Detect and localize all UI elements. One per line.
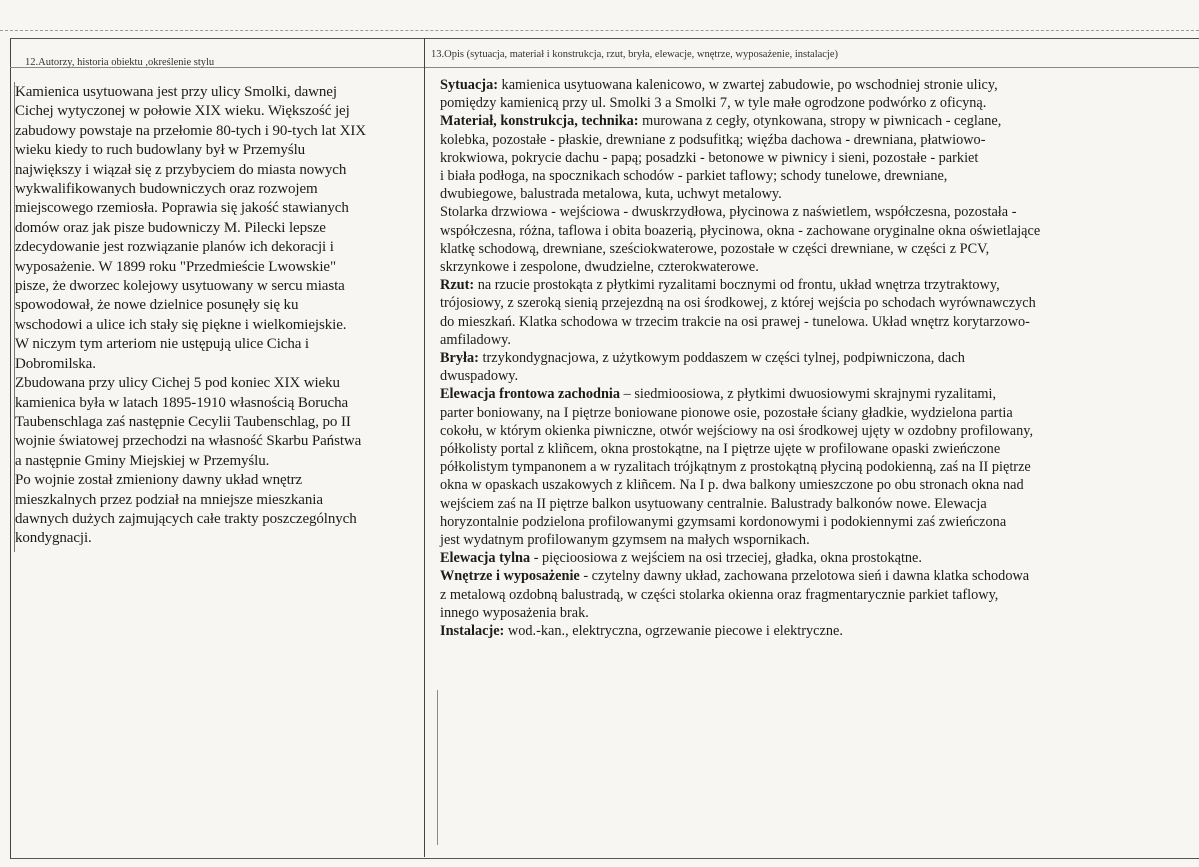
- description-line: [440, 149, 1194, 167]
- description-heading: Wnętrze i wyposażenie: [440, 568, 580, 585]
- description-line: [440, 440, 1194, 458]
- description-line: [440, 112, 1194, 130]
- description-body: dwuspadowy.: [440, 368, 519, 385]
- history-line: wykwalifikowanych budowniczych oraz rozwojem: [15, 181, 318, 198]
- description-body: trójosiowy, z szeroką sienią przejezdną na osi środkowej, z której wejścia po schodach wyrównawczych: [440, 295, 1036, 312]
- description-line: [440, 294, 1194, 312]
- description-body: pomiędzy kamienicą przy ul. Smolki 3 a Smolki 7, w tyle małe ogrodzone podwórko z oficyną.: [440, 95, 987, 112]
- description-body: kamienica usytuowana kalenicowo, w zwartej zabudowie, po wschodniej stronie ulicy,: [497, 77, 998, 93]
- description-line: [440, 567, 1194, 585]
- description-line: [440, 185, 1194, 203]
- history-line: kondygnacji.: [15, 530, 92, 547]
- top-dashed-rule: [0, 30, 1199, 31]
- description-line: [440, 94, 1194, 112]
- description-heading: Rzut:: [440, 277, 475, 294]
- description-body: współczesna, różna, taflowa i obita boazerią, płycinowa, okna - zachowane oryginalne okna oświetlające: [440, 222, 1041, 239]
- description-line: [440, 258, 1194, 276]
- description-body: wejściem zaś na II piętrze balkon usytuowany centralnie. Balustrady balkonów nowe. Elewacja: [440, 495, 987, 512]
- description-body: trzykondygnacjowa, z użytkowym poddaszem w części tylnej, podpiwniczona, dach: [478, 350, 965, 367]
- description-line: [440, 385, 1194, 403]
- description-line: [440, 76, 1194, 94]
- history-line: domów oraz jak pisze budowniczy M. Pilecki lepsze: [15, 219, 326, 236]
- description-body: horyzontalnie podzielona profilowanymi gzymsami kordonowymi i podokiennymi zaś zwieńczona: [440, 513, 1007, 530]
- history-line: zdecydowanie jest rozwiązanie planów ich dekoracji i: [15, 239, 334, 256]
- description-body: krokwiowa, pokrycie dachu - papą; posadzki - betonowe w piwnicy i sieni, pozostałe - parkiet: [440, 149, 979, 166]
- history-line: Cichej wytyczonej w połowie XIX wieku. Większość jej: [15, 103, 350, 120]
- description-heading: Materiał, konstrukcja, technika:: [440, 113, 639, 130]
- description-body: półkolisty portal z kliñcem, okna prostokątne, na I piętrze ujęte w profilowane opaski zwieńczone: [440, 441, 1001, 458]
- section-12-header: 12.Autorzy, historia obiektu ,określenie stylu: [25, 57, 215, 68]
- description-line: [440, 458, 1194, 476]
- description-line: [440, 222, 1194, 240]
- description-body: Stolarka drzwiowa - wejściowa - dwuskrzydłowa, płycinowa z naświetlem, współczesna, pozostała -: [440, 204, 1017, 221]
- description-line: [440, 349, 1194, 367]
- history-line: wojnie światowej przechodzi na własność Skarbu Państwa: [15, 433, 362, 450]
- description-heading: Sytuacja:: [440, 77, 498, 93]
- description-heading: Bryła:: [440, 350, 479, 367]
- description-line: [440, 476, 1194, 494]
- description-line: [440, 331, 1194, 349]
- description-line: [440, 404, 1194, 422]
- column-divider: [424, 38, 425, 857]
- description-heading: Elewacja tylna: [440, 550, 531, 567]
- description-line: [440, 131, 1194, 149]
- description-body: dwubiegowe, balustrada metalowa, kuta, uchwyt metalowy.: [440, 186, 782, 203]
- description-line: [440, 313, 1194, 331]
- description-body: na rzucie prostokąta z płytkimi ryzalitami bocznymi od frontu, układ wnętrza trzytraktowy,: [474, 277, 1000, 294]
- description-body: skrzynkowe i zespolone, dwudzielne, czterokwaterowe.: [440, 259, 759, 276]
- description-line: [440, 367, 1194, 385]
- description-body: parter boniowany, na I piętrze boniowane pionowe osie, pozostałe ściany gładkie, wydzielona partia: [440, 404, 1013, 421]
- description-line: [440, 586, 1194, 604]
- history-text: [15, 83, 423, 549]
- description-line: [440, 549, 1194, 567]
- description-body: - pięcioosiowa z wejściem na osi trzeciej, gładka, okna prostokątne.: [530, 550, 922, 567]
- description-body: – siedmioosiowa, z płytkimi dwuosiowymi skrajnymi ryzalitami,: [620, 386, 997, 403]
- history-line: wyposażenie. W 1899 roku "Przedmieście Lwowskie": [15, 258, 336, 275]
- description-body: klatkę schodową, drewniane, sześciokwaterowe, pozostałe w części drewniane, w części z PCV,: [440, 240, 990, 257]
- history-line: Po wojnie został zmieniony dawny układ wnętrz: [15, 472, 303, 489]
- history-line: pisze, że dworzec kolejowy usytuowany w sercu miasta: [15, 278, 345, 295]
- description-body: kolebka, pozostałe - płaskie, drewniane z podsufitką; więźba dachowa - drewniana, płatwiowo-: [440, 131, 986, 148]
- description-body: amfiladowy.: [440, 331, 511, 348]
- description-line: [440, 240, 1194, 258]
- history-line: dawnych dużych zajmujących całe trakty poszczególnych: [15, 510, 357, 527]
- history-line: Zbudowana przy ulicy Cichej 5 pod koniec XIX wieku: [15, 375, 340, 392]
- description-body: do mieszkań. Klatka schodowa w trzecim trakcie na osi prawej - tunelowa. Układ wnętrz korytarzowo-: [440, 313, 1030, 330]
- history-line: a następnie Gminy Miejskiej w Przemyślu.: [15, 452, 270, 469]
- history-line: mieszkalnych przez podział na mniejsze mieszkania: [15, 491, 323, 508]
- description-body: murowana z cegły, otynkowana, stropy w piwnicach - ceglane,: [638, 113, 1002, 130]
- section-13-header: 13.Opis (sytuacja, materiał i konstrukcja, rzut, bryła, elewacje, wnętrze, wyposażenie, instalacje): [431, 49, 839, 60]
- description-line: [440, 276, 1194, 294]
- description-line: [440, 604, 1194, 622]
- history-line: Dobromilska.: [15, 355, 96, 372]
- description-body: z metalową ozdobną balustradą, w części stolarka okienna oraz fragmentarycznie parkiet taflowy,: [440, 586, 999, 603]
- description-body: i biała podłoga, na spocznikach schodów - parkiet taflowy; schody tunelowe, drewniane,: [440, 168, 948, 185]
- description-heading: Instalacje:: [440, 623, 505, 640]
- description-line: [440, 513, 1194, 531]
- description-line: [440, 203, 1194, 221]
- description-line: [440, 422, 1194, 440]
- history-line: W niczym tym arteriom nie ustępują ulice Cicha i: [15, 336, 309, 353]
- history-line: spowodował, że nowe dzielnice posunęły się ku: [15, 297, 299, 314]
- description-heading: Elewacja frontowa zachodnia: [440, 386, 621, 403]
- description-line: [440, 167, 1194, 185]
- description-line: [440, 495, 1194, 513]
- history-line: wschodowi a ulice ich stały się piękne i wielkomiejskie.: [15, 316, 347, 333]
- description-body: innego wyposażenia brak.: [440, 604, 589, 621]
- history-line: miejscowego rzemiosła. Poprawia się jakość stawianych: [15, 200, 349, 217]
- history-line: kamienica była w latach 1895-1910 własnością Borucha: [15, 394, 349, 411]
- description-body: wod.-kan., elektryczna, ogrzewanie piecowe i elektryczne.: [504, 623, 843, 640]
- description-body: okna w opaskach uszakowych z kliñcem. Na I p. dwa balkony umieszczone po obu stronach okna nad: [440, 477, 1024, 494]
- history-line: Kamienica usytuowana jest przy ulicy Smolki, dawnej: [15, 84, 337, 100]
- description-line: [440, 531, 1194, 549]
- description-body: cokołu, w którym okienka piwniczne, otwór wejściowy na osi środkowej ujęty w ozdobny profilowany,: [440, 422, 1034, 439]
- description-line: [440, 622, 1194, 640]
- description-body: jest wydatnym profilowanym gzymsem na małych wspornikach.: [440, 532, 810, 549]
- history-line: Taubenschlaga zaś następnie Cecylii Taubenschlag, po II: [15, 413, 351, 430]
- description-body: półkolistym tympanonem a w ryzalitach trójkątnym z prostokątną płyciną podokienną, zaś na II piętrze: [440, 459, 1031, 476]
- history-line: wieku kiedy to ruch budowlany był w Przemyślu: [15, 142, 306, 159]
- description-body: - czytelny dawny układ, zachowana przelotowa sień i dawna klatka schodowa: [579, 568, 1030, 585]
- history-line: największy i wiązał się z przybyciem do miasta nowych: [15, 161, 347, 178]
- description-text: [440, 76, 1194, 640]
- inner-divider: [437, 690, 438, 845]
- history-line: zabudowy powstaje na przełomie 80-tych i 90-tych lat XIX: [15, 122, 366, 139]
